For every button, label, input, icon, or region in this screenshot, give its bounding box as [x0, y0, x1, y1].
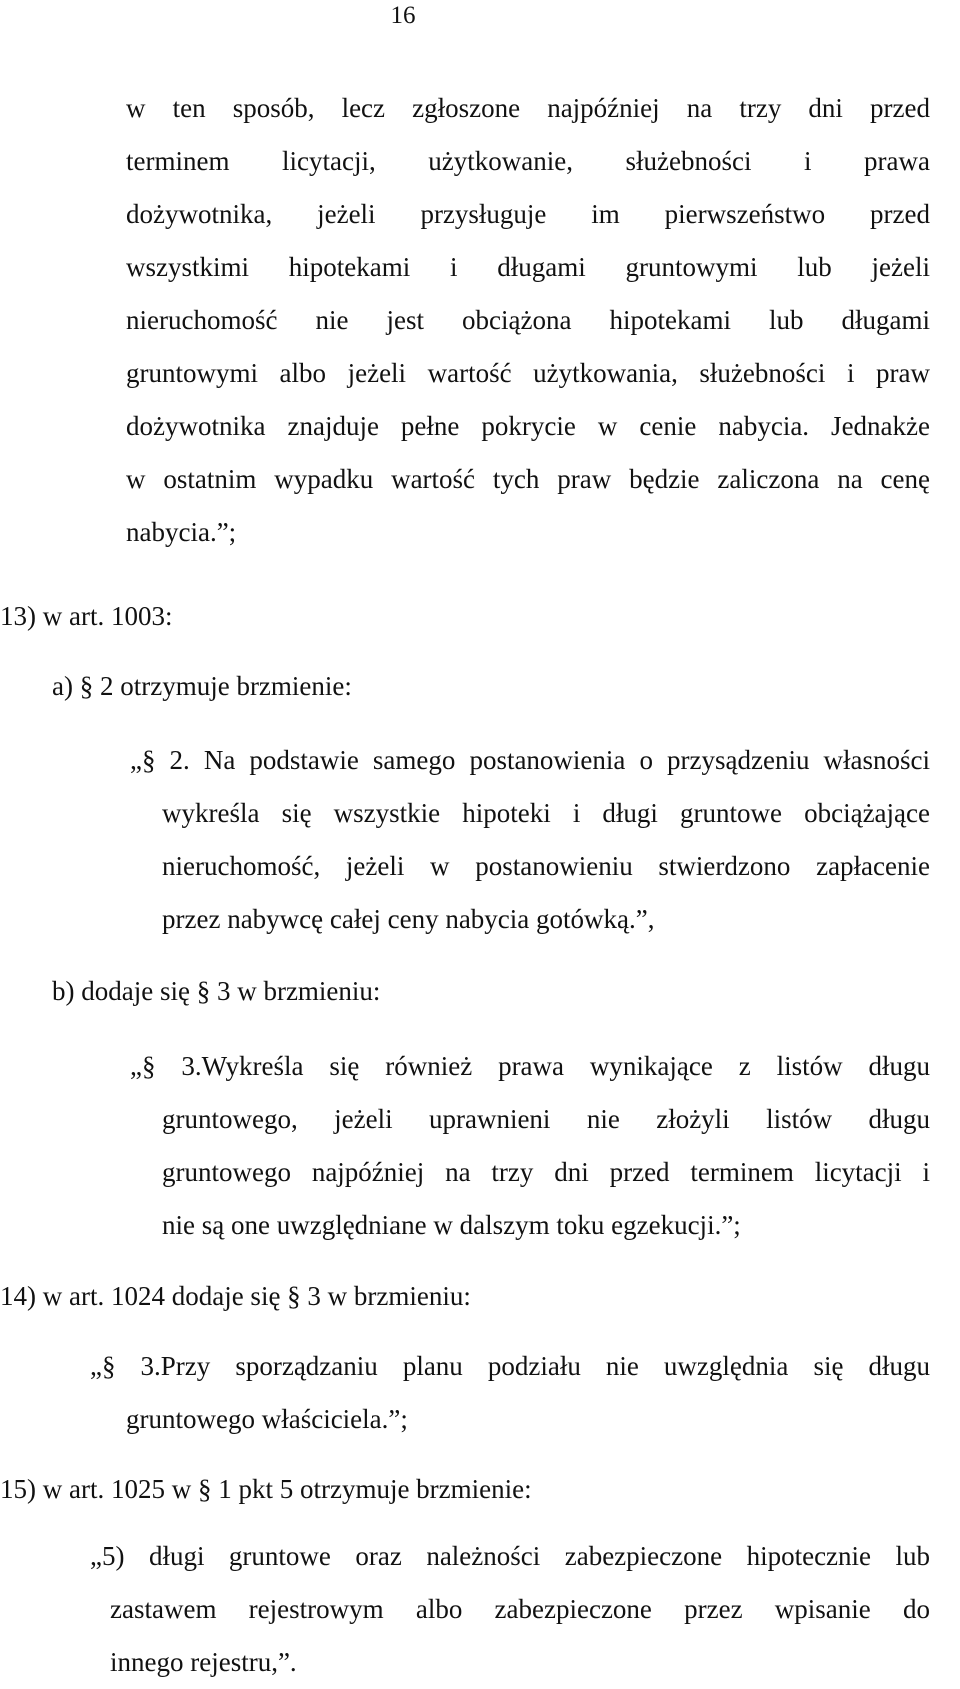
sub-a-text: a) § 2 otrzymuje brzmienie:: [52, 671, 352, 701]
text-line: dożywotnika znajduje pełne pokrycie w cenie nabycia. Jednakże: [126, 411, 930, 441]
item-14-quote: [90, 1340, 930, 1446]
item-15-header-text: 15) w art. 1025 w § 1 pkt 5 otrzymuje brzmienie:: [0, 1474, 532, 1504]
text-line: dożywotnika, jeżeli przysługuje im pierwszeństwo przed: [126, 199, 930, 229]
text-line: wszystkimi hipotekami i długami gruntowymi lub jeżeli: [126, 252, 930, 282]
text-line: w ostatnim wypadku wartość tych praw będzie zaliczona na cenę: [126, 464, 930, 494]
quote-line: „§ 3.Wykreśla się również prawa wynikające z listów długu: [130, 1051, 930, 1081]
item-13-header: [0, 590, 930, 643]
quote-line: nie są one uwzględniane w dalszym toku egzekucji.”;: [162, 1210, 741, 1240]
item-13-quote-a: [130, 734, 930, 946]
quote-line: zastawem rejestrowym albo zabezpieczone przez wpisanie do: [110, 1594, 930, 1624]
quote-line: gruntowego najpóźniej na trzy dni przed terminem licytacji i: [162, 1157, 930, 1187]
item-13-header-text: 13) w art. 1003:: [0, 601, 173, 631]
text-line: terminem licytacji, użytkowanie, służebności i prawa: [126, 146, 930, 176]
item-13-quote-b: [130, 1040, 930, 1252]
quote-line: gruntowego, jeżeli uprawnieni nie złożyli listów długu: [162, 1104, 930, 1134]
quote-line: „§ 3.Przy sporządzaniu planu podziału nie uwzględnia się długu: [90, 1351, 930, 1381]
text-line: nieruchomość nie jest obciążona hipotekami lub długami: [126, 305, 930, 335]
quote-line: innego rejestru,”.: [110, 1647, 297, 1677]
continuation-paragraph: [126, 82, 930, 559]
quote-line: nieruchomość, jeżeli w postanowieniu stwierdzono zapłacenie: [162, 851, 930, 881]
item-14-header-text: 14) w art. 1024 dodaje się § 3 w brzmieniu:: [0, 1281, 471, 1311]
sub-b-text: b) dodaje się § 3 w brzmieniu:: [52, 976, 381, 1006]
page-number: 16: [390, 2, 416, 29]
quote-line: przez nabywcę całej ceny nabycia gotówką.”,: [162, 904, 655, 934]
quote-line: „5) długi gruntowe oraz należności zabezpieczone hipotecznie lub: [90, 1541, 930, 1571]
item-14-header: [0, 1270, 930, 1323]
text-line: nabycia.”;: [126, 517, 237, 547]
item-15-quote: [90, 1530, 930, 1689]
item-15-header: [0, 1463, 930, 1516]
quote-line: gruntowego właściciela.”;: [126, 1404, 408, 1434]
item-13-sub-b: [52, 965, 930, 1018]
quote-line: „§ 2. Na podstawie samego postanowienia o przysądzeniu własności: [130, 745, 930, 775]
text-line: w ten sposób, lecz zgłoszone najpóźniej na trzy dni przed: [126, 93, 930, 123]
text-line: gruntowymi albo jeżeli wartość użytkowania, służebności i praw: [126, 358, 930, 388]
item-13-sub-a: [52, 660, 930, 713]
quote-line: wykreśla się wszystkie hipoteki i długi gruntowe obciążające: [162, 798, 930, 828]
